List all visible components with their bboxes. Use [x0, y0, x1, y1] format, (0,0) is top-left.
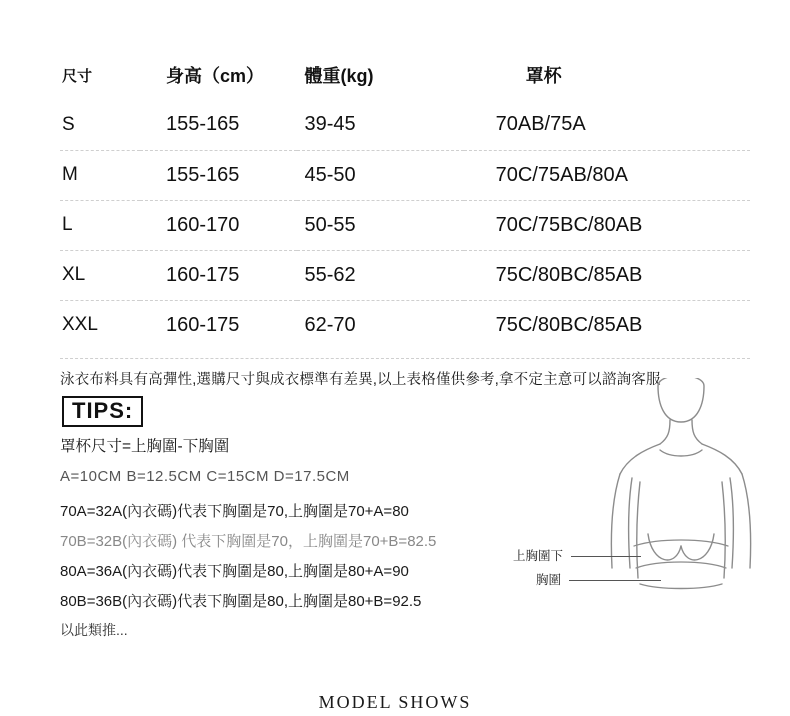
tips-line-70b: 70B=32B(內衣碼) 代表下胸圍是70，上胸圍是70+B=82.5 [60, 533, 437, 550]
leader-line-lower [569, 580, 661, 581]
column-header-cup: 罩杯 [525, 66, 562, 86]
tips-badge: TIPS: [62, 396, 143, 427]
cell-size: S [62, 113, 75, 135]
column-header-size: 尺寸 [62, 67, 93, 85]
cell-size: XL [60, 250, 140, 300]
cell-height: 155-165 [166, 113, 240, 136]
label-lower-bust-text: 胸圍 [536, 573, 562, 587]
cell-cup: 70C/75BC/80AB [464, 200, 750, 250]
model-shows-heading: MODEL SHOWS [318, 692, 472, 712]
table-row [60, 300, 750, 350]
size-note: 泳衣布料具有高彈性,選購尺寸與成衣標準有差異,以上表格僅供參考,拿不定主意可以諮詢客服 [60, 372, 661, 388]
cell-size: L [60, 200, 140, 250]
table-row [60, 100, 750, 150]
cell-cup: 75C/80BC/85AB [464, 300, 750, 350]
cell-height: 160-170 [140, 200, 297, 250]
cell-weight: 62-70 [297, 300, 464, 350]
cell-height: 160-175 [140, 300, 297, 350]
tips-line-80b: 80B=36B(內衣碼)代表下胸圍是80,上胸圍是80+B=92.5 [60, 593, 422, 610]
tips-line-70a: 70A=32A(內衣碼)代表下胸圍是70,上胸圍是70+A=80 [60, 503, 409, 520]
tips-line-80a: 80A=36A(內衣碼)代表下胸圍是80,上胸圍是80+A=90 [60, 563, 409, 580]
label-upper-bust-text: 上胸圍下 [513, 549, 564, 563]
cell-height: 155-165 [140, 150, 297, 200]
table-header-row [60, 50, 750, 100]
column-header-weight: 體重(kg) [304, 66, 374, 86]
cell-weight: 55-62 [297, 250, 464, 300]
table-row [60, 150, 750, 200]
table-row [60, 250, 750, 300]
cell-weight: 39-45 [304, 113, 356, 136]
size-table [60, 50, 750, 350]
cell-cup: 70C/75AB/80A [464, 150, 750, 200]
cell-cup: 70AB/75A [495, 113, 586, 136]
tips-line-cup-values: A=10CM B=12.5CM C=15CM D=17.5CM [60, 468, 350, 485]
label-upper-bust [513, 546, 641, 564]
table-header [60, 50, 750, 100]
label-lower-bust [536, 570, 661, 588]
table-body [60, 100, 750, 350]
cell-weight: 50-55 [297, 200, 464, 250]
cell-cup: 75C/80BC/85AB [464, 250, 750, 300]
tips-line-cup-formula: 罩杯尺寸=上胸圍-下胸圍 [60, 438, 230, 455]
table-row [60, 200, 750, 250]
column-header-height: 身高（cm） [166, 66, 265, 86]
cell-size: M [60, 150, 140, 200]
cell-height: 160-175 [140, 250, 297, 300]
table-bottom-divider [60, 358, 750, 359]
tips-line-etc: 以此類推... [60, 622, 128, 638]
cell-weight: 45-50 [297, 150, 464, 200]
cell-size: XXL [60, 300, 140, 350]
leader-line-upper [571, 556, 641, 557]
